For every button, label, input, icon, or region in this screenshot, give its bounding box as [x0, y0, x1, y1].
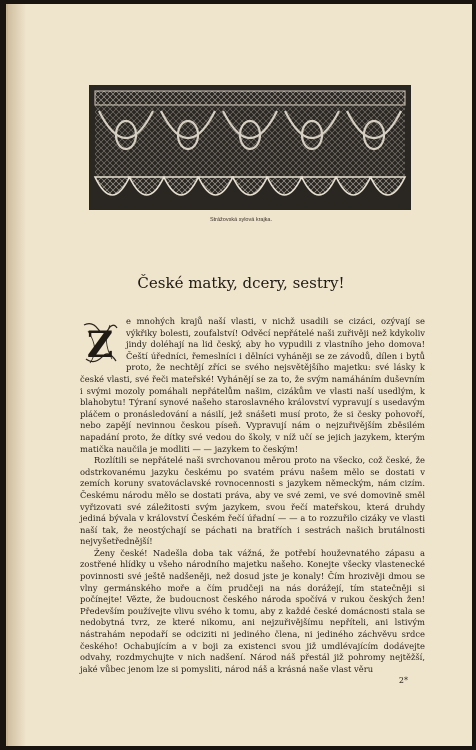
page-number: 2*: [398, 676, 408, 685]
svg-text:Z: Z: [86, 324, 114, 366]
lace-scallop: [302, 177, 336, 195]
lace-scallop: [233, 177, 267, 195]
paragraph-1-text: e mnohých krajů naší vlasti, v nichž usadili se cizáci, ozývají se výkřiky bolesti, zoufalství! Odvěcí nepřátelé naši zuřivěji než kdykoliv jindy doléhají na lid český, aby ho vypudili z vlastního jeho domova! Čeští úředníci, řemeslníci i dělníci vyháněji se ze závodů, dílen i bytů proto, že nechtějí zříci se svého nejsvětějšího majetku: své lásky k české vlasti, své řeči mateřské! Vyhánějí se za to, že svým namáháním duševním i svými mozoly pomáhali nepřátelům našim, cizákům ve vlasti naší usedlým, k blahobytu! Týraní synové našeho staroslavného království vypravují s usedavým pláčem o pronásledování a násilí, jež snášeti musí proto, že si česky pohovoří, nebo zapějí nevinnou českou píseň. Vypravují nám o nejzuřivějším zběsilém napadání proto, že dítky své vedou do školy, v níž učí se jejich jazykem, kterým matička naučila je modliti — — jazykem to českým!: [80, 316, 425, 454]
lace-illustration: [89, 85, 411, 210]
paragraph-1: [80, 316, 425, 455]
lace-scallop: [129, 177, 163, 195]
article-title: České matky, dcery, sestry!: [137, 274, 345, 292]
lace-scallop: [95, 177, 129, 195]
book-page: [6, 4, 472, 746]
lace-scallop: [371, 177, 405, 195]
ornamental-dropcap: [80, 319, 120, 367]
illustration-caption: Strážovská sylová krajka.: [209, 217, 273, 223]
lace-scallop: [336, 177, 370, 195]
paragraph-3: Ženy české! Nadešla doba tak vážná, že potřebí houževnatého zápasu a zostřené hlídky u všeho národního majetku našeho. Konejte všecky vlastenecké povinnosti své ještě nadšeněji, než dosud jste je konaly! Čím hrozivěji dmou se vlny germánského moře a čím prudčeji na nás dorážejí, tím statečněji si počínejte! Vězte, že budoucnost českého národa spočívá v rukou českých žen! Především používejte vlivu svého k tomu, aby z každé české domácnosti stala se nedobytná tvrz, ze které nikomu, ani nejzuřivějšímu nepříteli, ani lstivým nástrahám nepodaří se odciziti ni jediného člena, ni jediného záchvěvu srdce českého! Ochabujícím a v boji za existenci svou již umdlévajícím dodávejte odvahy, rozdmychujte v nich nadšení. Národ náš přestál již pohromy nejtěžší, jaké vůbec jenom lze si pomysliti, národ náš a krásná naše vlast věru: [80, 547, 425, 674]
article-body: [80, 316, 425, 675]
lace-scallop: [164, 177, 198, 195]
paragraph-2: Rozlítili se nepřátelé naši svrchovanou měrou proto na všecko, což české, že odstrkovanému jazyku českému po svatém právu našem mělo se dostati v zemích koruny svatováclavské rovnocennosti s jazykem německým, nám cizím. Českému národu mělo se dostati práva, aby ve své zemi, ve své domovině směl vyřizovati své záležitosti svým jazykem, svou řečí mateřskou, která druhdy jediná bývala v království Českém řečí úřadní — — a to rozzuřilo cizáky ve vlasti naší tak, že neostýchají se páchati na bratřích i sestrách našich brutálnosti nejvyšetřednější!: [80, 455, 425, 547]
lace-scallop: [198, 177, 232, 195]
lace-scallop: [267, 177, 301, 195]
